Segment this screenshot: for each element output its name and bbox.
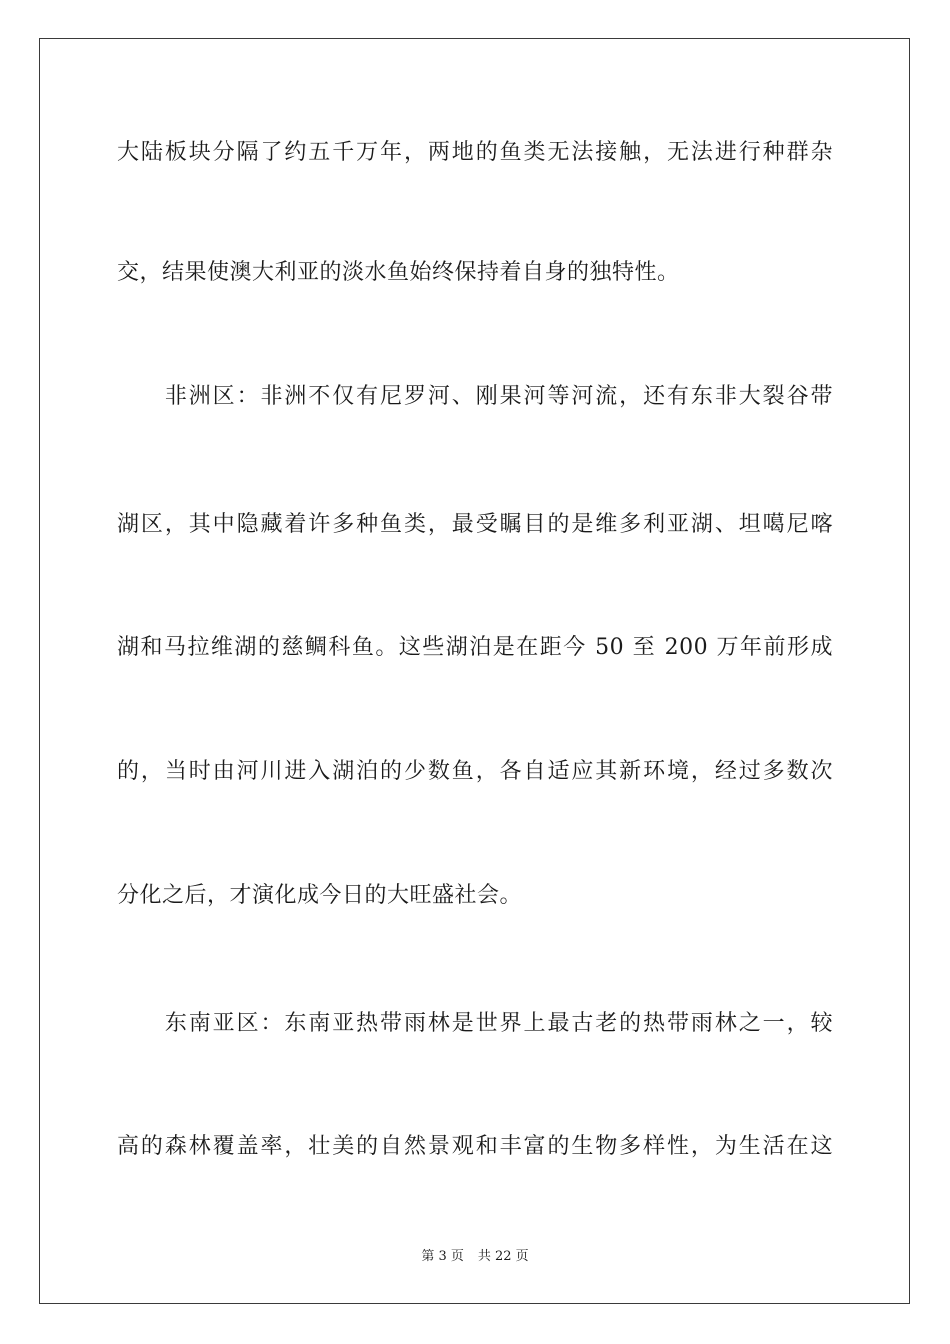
text-line-6: 的，当时由河川进入湖泊的少数鱼，各自适应其新环境，经过多数次 (117, 759, 833, 784)
page-number: 第 3 页 (421, 1249, 464, 1264)
text-line-7: 分化之后，才演化成今日的大旺盛社会。 (117, 883, 523, 908)
text-line-2: 交，结果使澳大利亚的淡水鱼始终保持着自身的独特性。 (117, 260, 680, 285)
total-pages: 共 22 页 (477, 1249, 529, 1264)
page-footer (0, 1248, 950, 1266)
text-line-8: 东南亚区：东南亚热带雨林是世界上最古老的热带雨林之一，较 (117, 1011, 833, 1036)
text-line-5: 湖和马拉维湖的慈鲷科鱼。这些湖泊是在距今 50 至 200 万年前形成 (117, 635, 833, 660)
text-line-4: 湖区，其中隐藏着许多种鱼类，最受瞩目的是维多利亚湖、坦噶尼喀 (117, 512, 833, 537)
page-border (39, 38, 910, 1304)
text-line-1: 大陆板块分隔了约五千万年，两地的鱼类无法接触，无法进行种群杂 (117, 140, 833, 165)
text-line-3: 非洲区：非洲不仅有尼罗河、刚果河等河流，还有东非大裂谷带 (117, 384, 833, 409)
text-line-9: 高的森林覆盖率，壮美的自然景观和丰富的生物多样性，为生活在这 (117, 1134, 833, 1159)
